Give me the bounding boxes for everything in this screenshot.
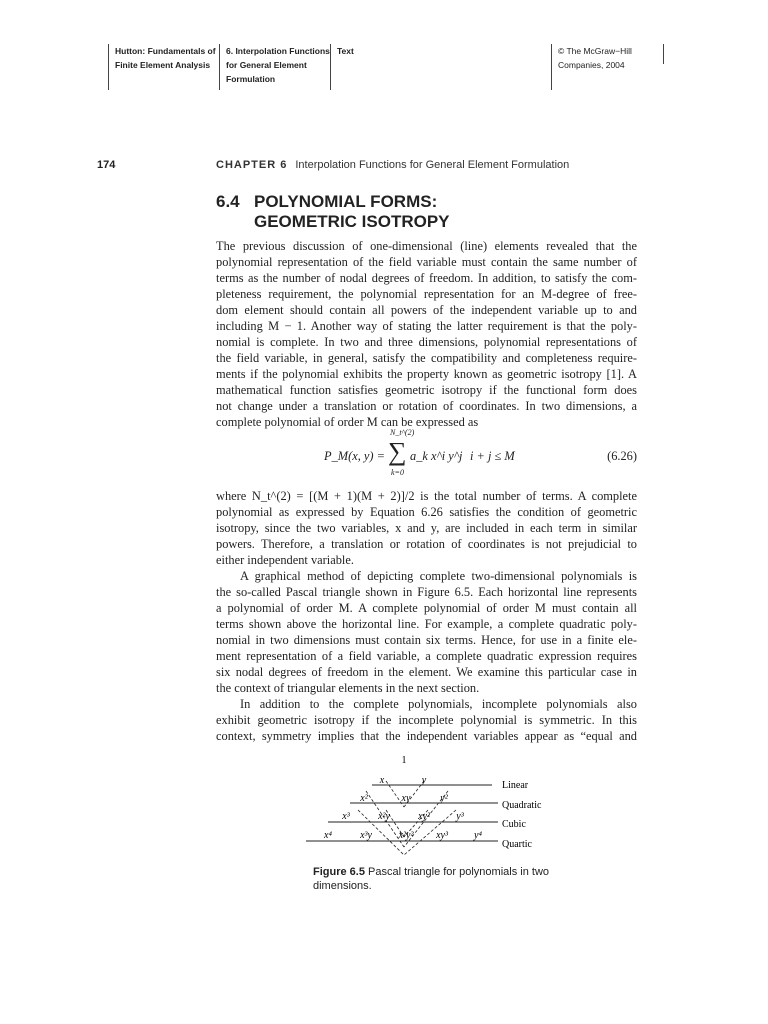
text-line: the field variable, in general, satisfy the compatibility and completeness require- — [216, 351, 637, 365]
equation-6-26 — [216, 428, 637, 478]
figure-caption-label: Figure 6.5 — [313, 866, 365, 878]
text-line: nomial is complete. In two and three dimensions, polynomial representations of — [216, 335, 637, 349]
header-chapter: 6. Interpolation Functions for General Element Formulation — [219, 44, 331, 90]
running-head-chapter: CHAPTER 6 — [216, 159, 288, 171]
text-line: terms shown above the horizontal line. For example, a complete quadratic poly- — [216, 617, 637, 631]
label-quadratic: Quadratic — [502, 800, 542, 811]
equation-sum-upper: N_t^(2) — [390, 428, 415, 437]
term-xy: xy — [401, 793, 411, 804]
section-title-line1: POLYNOMIAL FORMS: — [254, 192, 438, 211]
header-book-title: Hutton: Fundamentals of Finite Element Analysis — [108, 44, 220, 90]
term-y2: y² — [440, 793, 448, 804]
text-line: mathematical function satisfies geometric isotropy if the functional form does — [216, 383, 637, 397]
term-1: 1 — [401, 755, 407, 766]
figure-pascal-triangle — [300, 755, 560, 865]
text-line: pleteness requirement, the polynomial representation for an M-degree of free- — [216, 287, 637, 301]
text-line: ment representation of a field variable, a complete quadratic expression requires — [216, 649, 637, 663]
text-line: including M − 1. Another way of stating the latter requirement is that the poly- — [216, 319, 637, 333]
term-y4: y⁴ — [474, 830, 482, 841]
text-line: dom element should contain all powers of the independent variable up to and — [216, 303, 637, 317]
text-line: nomial in two dimensions must contain six terms. Hence, for use in a finite ele- — [216, 633, 637, 647]
label-linear: Linear — [502, 780, 529, 791]
running-head-title: Interpolation Functions for General Element Formulation — [295, 159, 570, 171]
text-line: The previous discussion of one-dimensional (line) elements revealed that the — [216, 239, 637, 253]
text-line: terms as the number of nodal degrees of freedom. In addition, to satisfy the com- — [216, 271, 637, 285]
header-end-rule — [663, 44, 664, 64]
text-line: exhibit geometric isotropy if the incomplete polynomial is symmetric. In this — [216, 713, 637, 727]
text-line: ments if the polynomial exhibits the property known as geometric isotropy [1]. A — [216, 367, 637, 381]
text-line: the so-called Pascal triangle shown in Figure 6.5. Each horizontal line represents — [216, 585, 637, 599]
header-part: Text — [330, 44, 552, 90]
paragraph-3 — [216, 568, 637, 696]
text-line: isotropy, since the two variables, x and y, are included in each term in similar — [216, 521, 637, 535]
text-line: where N_t^(2) = [(M + 1)(M + 2)]/2 is the total number of terms. A complete — [216, 489, 637, 503]
paragraph-1 — [216, 238, 637, 430]
text-line: In addition to the complete polynomials, incomplete polynomials also — [240, 697, 637, 711]
equation-condition: i + j ≤ M — [470, 449, 515, 463]
label-cubic: Cubic — [502, 819, 526, 830]
text-line: a polynomial of order M. A complete polynomial of order M must contain all — [216, 601, 637, 615]
term-x: x — [379, 775, 385, 786]
term-x3y: x³y — [360, 830, 372, 841]
text-line: polynomial representation of the field variable must contain the same number of — [216, 255, 637, 269]
term-x2: x² — [360, 793, 368, 804]
summation-sign: ∑ — [388, 437, 407, 466]
section-title — [216, 192, 450, 232]
figure-caption-text: Pascal triangle for polynomials in two dimensions. — [313, 866, 550, 892]
term-x4: x⁴ — [324, 830, 332, 841]
term-x3: x³ — [342, 811, 350, 822]
section-title-line2: GEOMETRIC ISOTROPY — [254, 212, 450, 231]
paragraph-4 — [216, 696, 637, 744]
term-xy2: xy² — [418, 811, 430, 822]
paragraph-2 — [216, 488, 637, 568]
term-xy3: xy³ — [436, 830, 448, 841]
text-line: either independent variable. — [216, 553, 354, 567]
header-copyright: © The McGraw−Hill Companies, 2004 — [551, 44, 663, 90]
term-x2y: x²y — [378, 811, 390, 822]
term-x2y2: x²y² — [398, 830, 414, 841]
running-head — [216, 159, 569, 171]
text-line: the context of triangular elements in the next section. — [216, 681, 480, 695]
page-number: 174 — [97, 159, 116, 171]
text-line: polynomial as expressed by Equation 6.26 satisfies the condition of geometric — [216, 505, 637, 519]
equation-term: a_k x^i y^j — [410, 449, 463, 463]
section-number: 6.4 — [216, 192, 240, 211]
equation-lhs: P_M(x, y) = — [324, 449, 385, 463]
label-quartic: Quartic — [502, 839, 532, 850]
term-y3: y³ — [456, 811, 464, 822]
text-line: context, symmetry implies that the independent variables appear as “equal and — [216, 729, 637, 743]
term-y: y — [421, 775, 427, 786]
figure-caption — [313, 865, 553, 893]
text-line: A graphical method of depicting complete two-dimensional polynomials is — [240, 569, 637, 583]
text-line: complete polynomial of order M can be expressed as — [216, 415, 479, 429]
text-line: six nodal degrees of freedom in the element. We examine this particular case in — [216, 665, 637, 679]
text-line: not change under a translation or rotation of coordinates. In two dimensions, a — [216, 399, 637, 413]
equation-number: (6.26) — [607, 449, 637, 463]
equation-sum-lower: k=0 — [391, 468, 404, 477]
text-line: powers. Therefore, a translation or rotation of coordinates is not prejudicial to — [216, 537, 637, 551]
